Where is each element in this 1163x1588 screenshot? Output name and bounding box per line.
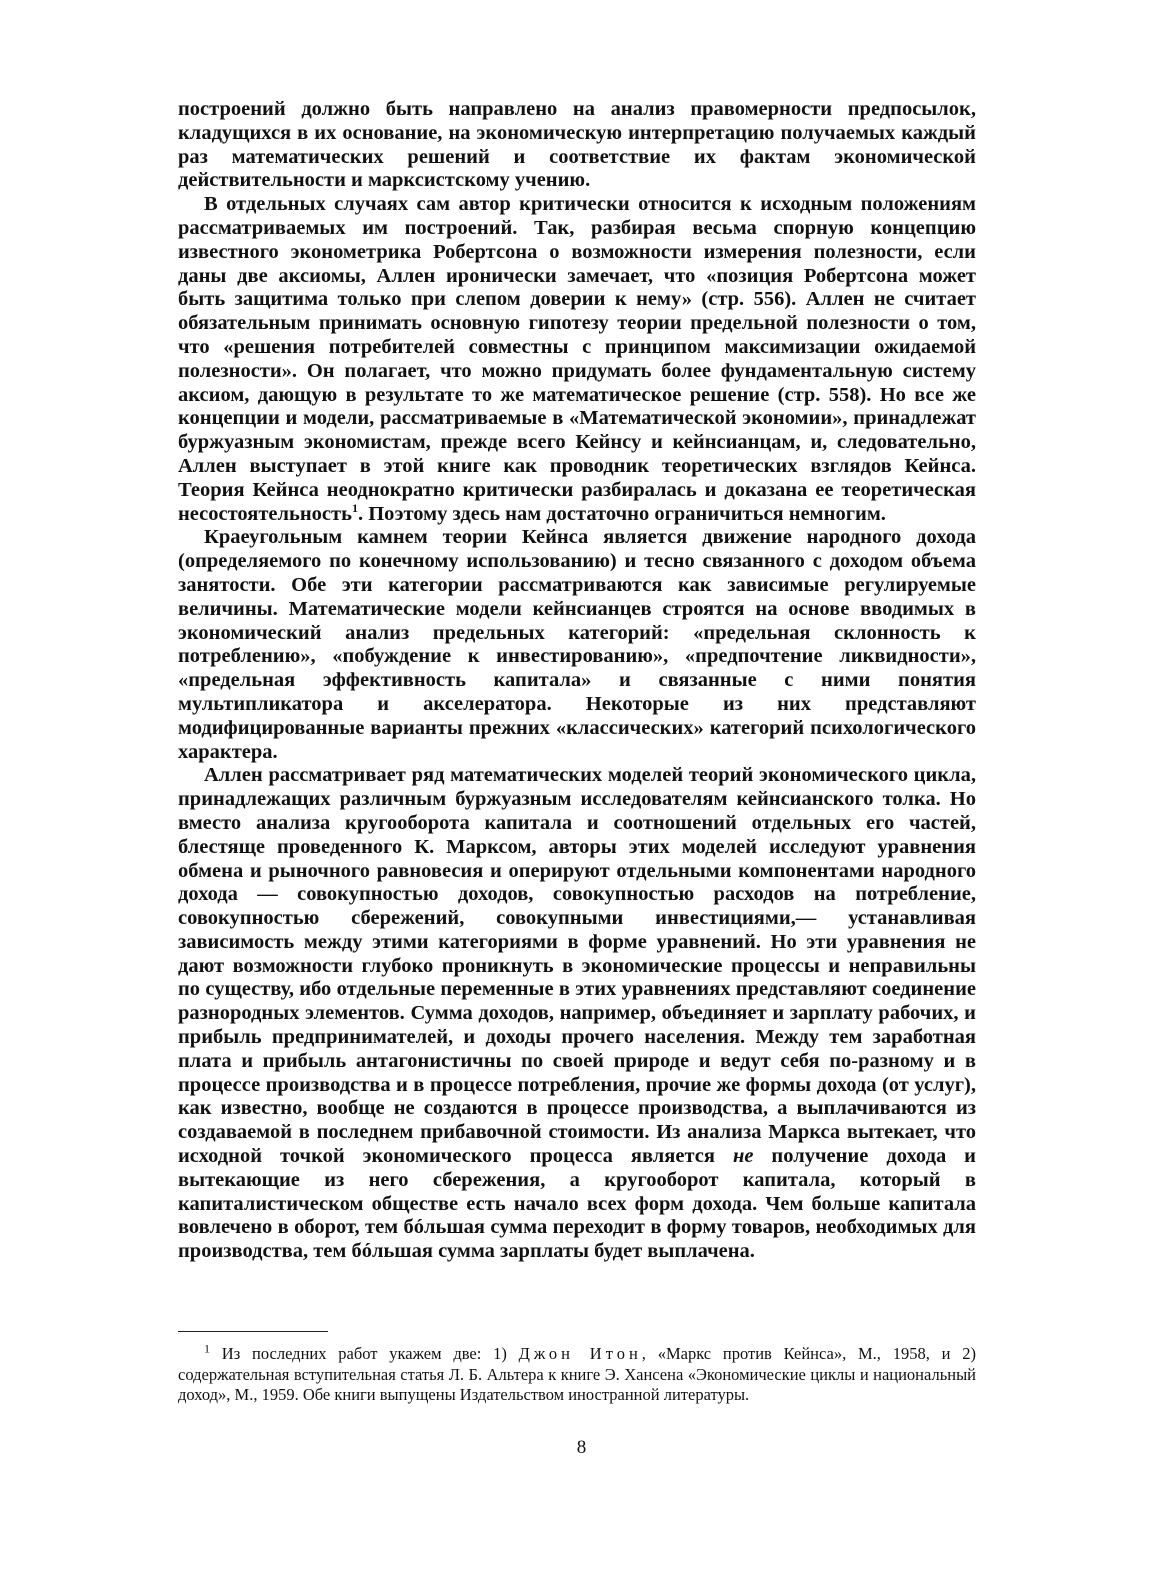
paragraph-1	[178, 98, 976, 193]
footnote-marker: 1	[204, 1341, 210, 1356]
footnote	[178, 1341, 976, 1406]
paragraph-2-text-after-footnote: . Поэтому здесь нам достаточно ограничиться немногим.	[357, 502, 886, 525]
paragraph-4-emphasis: не	[732, 1145, 754, 1168]
footnote-text-before-name: Из последних работ укажем две: 1)	[221, 1344, 519, 1363]
paragraph-1-text: построений должно быть направлено на анализ правомерности предпосылок, кладущихся в их основание, на экономическую интерпретацию получаемых каждый раз математических решений и соответствие их фактам экономической действительности и марксистскому учению.	[178, 98, 976, 192]
paragraph-3	[178, 526, 976, 764]
paragraph-4-text-before-emphasis: Аллен рассматривает ряд математических моделей теорий экономического цикла, принадлежащих различным буржуазным исследователям кейнсианского толка. Но вместо анализа кругооборота капитала и соотношений отдельных его частей, блестяще проведенного К. Марксом, авторы этих моделей исследуют уравнения обмена и рыночного равновесия и оперируют отдельными компонентами народного дохода — совокупностью доходов, совокупностью расходов на потребление, совокупностью сбережений, совокупными инвестициями,— устанавливая зависимость между этими категориями в форме уравнений. Но эти уравнения не дают возможности глубоко проникнуть в экономические процессы и неправильны по существу, ибо отдельные переменные в этих уравнениях представляют соединение разнородных элементов. Сумма доходов, например, объединяет и зарплату рабочих, и прибыль предпринимателей, и доходы прочего населения. Между тем заработная плата и прибыль антагонистичны по своей природе и ведут себя по-разному и в процессе производства и в процессе потребления, прочие же формы дохода (от услуг), как известно, вообще не создаются в процессе производства, а выплачиваются из создаваемой в последнем прибавочной стоимости. Из анализа Маркса вытекает, что исходной точкой экономического процесса является	[178, 764, 976, 1168]
page-body	[178, 98, 976, 1264]
footnote-text-after-name: , «Маркс против Кейнса», М., 1958, и 2) содержательная вступительная статья Л. Б. Альтера к книге Э. Хансена «Экономические циклы и национальный доход», М., 1959. Обе книги выпущены Издательством иностранной литературы.	[178, 1344, 976, 1404]
paragraph-2-text-before-footnote: В отдельных случаях сам автор критически относится к исходным положениям рассматриваемых им построений. Так, разбирая весьма спорную концепцию известного эконометрика Робертсона о возможности измерения полезности, если даны две аксиомы, Аллен иронически замечает, что «позиция Робертсона может быть защитима только при слепом доверии к нему» (стр. 556). Аллен не считает обязательным принимать основную гипотезу теории предельной полезности о том, что «решения потребителей совместны с принципом максимизации ожидаемой полезности». Он полагает, что можно придумать более фундаментальную систему аксиом, дающую в результате то же математическое решение (стр. 558). Но все же концепции и модели, рассматриваемые в «Математической экономии», принадлежат буржуазным экономистам, прежде всего Кейнсу и кейнсианцам, и, следовательно, Аллен выступает в этой книге как проводник теоретических взглядов Кейнса. Теория Кейнса неоднократно критически разбиралась и доказана ее теоретическая несостоятельность	[178, 193, 976, 525]
paragraph-2	[178, 193, 976, 526]
footnote-author-name: Джон Итон	[518, 1344, 642, 1363]
main-text	[178, 98, 976, 1264]
footnote-reference: 1	[351, 500, 358, 515]
paragraph-4	[178, 764, 976, 1264]
footnote-divider	[178, 1331, 328, 1332]
paragraph-3-text: Краеугольным камнем теории Кейнса является движение народного дохода (определяемого по конечному использованию) и тесно связанного с доходом объема занятости. Обе эти категории рассматриваются как зависимые регулируемые величины. Математические модели кейнсианцев строятся на основе вводимых в экономический анализ предельных категорий: «предельная склонность к потреблению», «побуждение к инвестированию», «предпочтение ликвидности», «предельная эффективность капитала» и связанные с ними понятия мультипликатора и акселератора. Некоторые из них представляют модифицированные варианты прежних «классических» категорий психологического характера.	[178, 526, 976, 763]
paragraph-4-text-after-emphasis: получение дохода и вытекающие из него сбережения, а кругооборот капитала, который в капиталистическом обществе есть начало всех форм дохода. Чем больше капитала вовлечено в оборот, тем бóльшая сумма переходит в форму товаров, необходимых для производства, тем бóльшая сумма зарплаты будет выплачена.	[178, 1145, 976, 1263]
page-number: 8	[576, 1437, 587, 1458]
